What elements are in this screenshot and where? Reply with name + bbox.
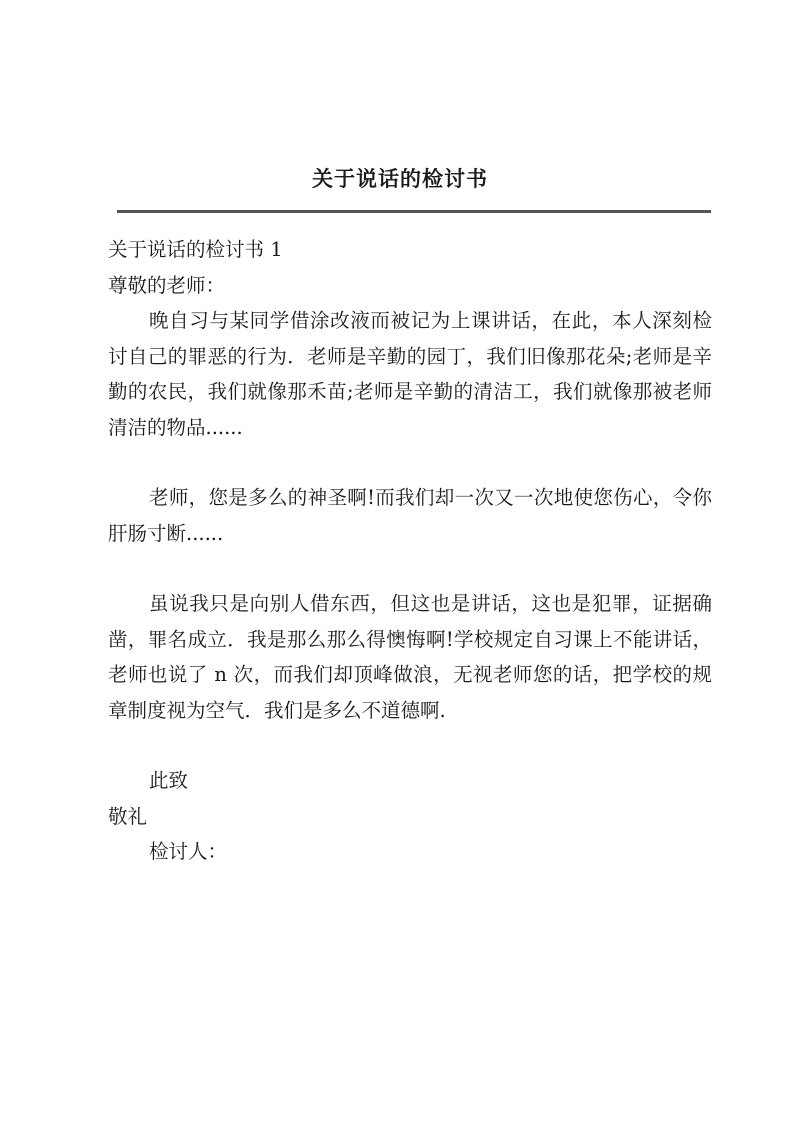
paragraph-3: 虽说我只是向别人借东西，但这也是讲话，这也是犯罪，证据确凿，罪名成立．我是那么那么得懊悔啊!学校规定自习课上不能讲话，老师也说了 n 次，而我们却顶峰做浪，无视老师您的话，把学校的规章制度视为空气．我们是多么不道德啊. — [108, 592, 712, 722]
paragraph-2: 老师，您是多么的神圣啊!而我们却一次又一次地使您伤心，令你肝肠寸断...... — [108, 486, 712, 545]
document-body — [108, 232, 712, 870]
subtitle: 关于说话的检讨书 1 — [108, 238, 283, 261]
salutation: 尊敬的老师： — [108, 273, 226, 297]
title-divider — [117, 210, 711, 213]
regards: 敬礼 — [108, 804, 148, 828]
document-title: 关于说话的检讨书 — [312, 166, 488, 191]
signature-label: 检讨人： — [149, 840, 228, 863]
paragraph-1: 晚自习与某同学借涂改液而被记为上课讲话，在此，本人深刻检讨自己的罪恶的行为．老师是辛勤的园丁，我们旧像那花朵;老师是辛勤的农民，我们就像那禾苗;老师是辛勤的清洁工，我们就像那被老师清洁的物品...... — [108, 309, 712, 439]
closing: 此致 — [149, 769, 189, 792]
